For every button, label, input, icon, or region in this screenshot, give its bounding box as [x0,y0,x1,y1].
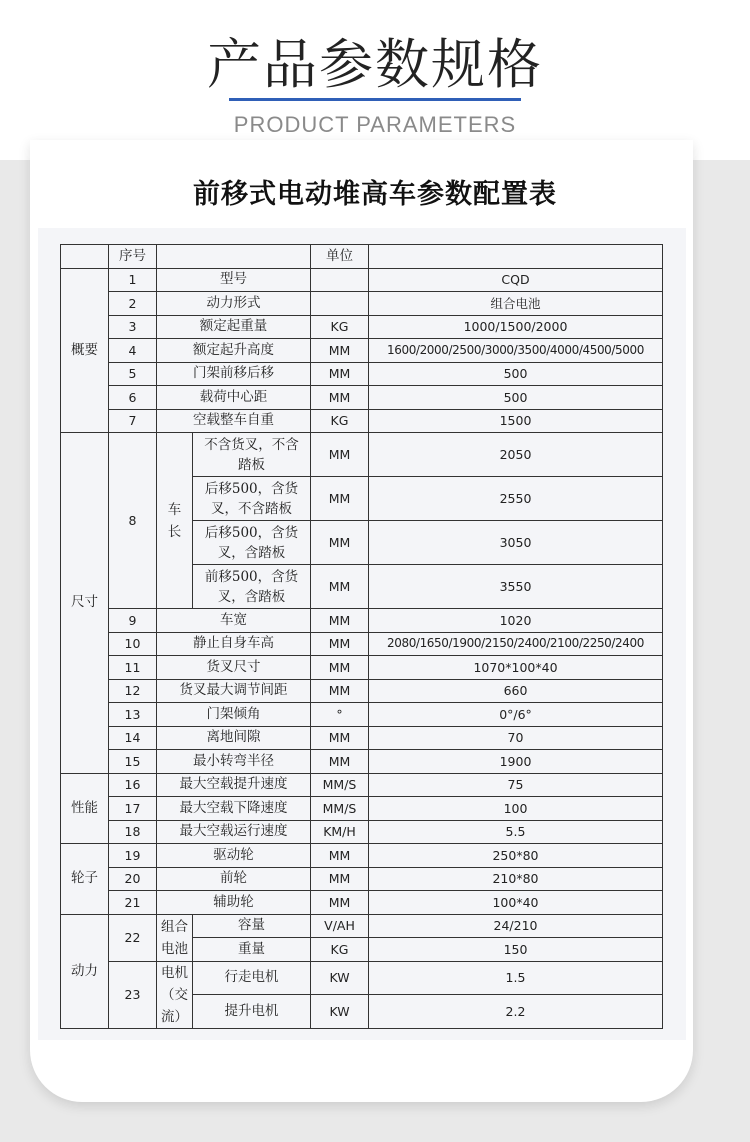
table-row: 提升电机 KW 2.2 [61,995,663,1029]
table-row: 轮子 19 驱动轮 MM 250*80 [61,844,663,868]
table-row: 重量 KG 150 [61,938,663,962]
table-row: 5 门架前移后移 MM 500 [61,362,663,386]
table-row: 后移500，含货叉，含踏板 MM 3050 [61,521,663,565]
table-row: 6 载荷中心距 MM 500 [61,386,663,410]
table-row: 11 货叉尺寸 MM 1070*100*40 [61,656,663,680]
table-row: 动力 22 组合电池 容量 V/AH 24/210 [61,914,663,938]
car-length-label: 车长 [157,433,193,609]
table-row: 尺寸 8 车长 不含货叉，不含踏板 MM 2050 [61,433,663,477]
table-row: 15 最小转弯半径 MM 1900 [61,750,663,774]
table-row: 10 静止自身车高 MM 2080/1650/1900/2150/2400/2100/2250/2400 [61,632,663,656]
group-wheels: 轮子 [61,844,109,915]
table-row: 性能 16 最大空载提升速度 MM/S 75 [61,773,663,797]
table-header-row [61,245,663,269]
table-row: 13 门架倾角 ° 0°/6° [61,703,663,727]
sub-item-name: 行走电机 [193,961,311,995]
group-overview: 概要 [61,268,109,433]
group-size: 尺寸 [61,433,109,774]
table-row: 17 最大空载下降速度 MM/S 100 [61,797,663,821]
card-top [30,140,693,165]
group-power: 动力 [61,914,109,1028]
page-title: 产品参数规格 [207,33,543,96]
table-row: 3 额定起重量 KG 1000/1500/2000 [61,315,663,339]
table-row: 7 空载整车自重 KG 1500 [61,409,663,433]
motor-label: 电机（交流） [157,961,193,1028]
group-performance: 性能 [61,773,109,844]
table-row: 18 最大空载运行速度 KM/H 5.5 [61,820,663,844]
table-row: 前移500，含货叉，含踏板 MM 3550 [61,565,663,609]
sub-item-name: 重量 [193,938,311,962]
sub-item-name: 容量 [193,914,311,938]
table-row: 9 车宽 MM 1020 [61,609,663,633]
sub-item-name: 提升电机 [193,995,311,1029]
table-row: 4 额定起升高度 MM 1600/2000/2500/3000/3500/4000/4500/5000 [61,339,663,363]
table-row: 概要 1 型号 CQD [61,268,663,292]
document-title: 前移式电动堆高车参数配置表 [193,179,557,210]
table-row: 12 货叉最大调节间距 MM 660 [61,679,663,703]
page-header [0,0,750,160]
table-row: 2 动力形式 组合电池 [61,292,663,316]
table-row: 14 离地间隙 MM 70 [61,726,663,750]
title-underline [229,98,521,101]
header-seq: 序号 [109,245,157,269]
table-row: 23 电机（交流） 行走电机 KW 1.5 [61,961,663,995]
page-subtitle: PRODUCT PARAMETERS [233,112,517,137]
table-row: 20 前轮 MM 210*80 [61,867,663,891]
table-row: 后移500，含货叉，不含踏板 MM 2550 [61,477,663,521]
spec-table [60,244,663,1029]
header-unit: 单位 [311,245,369,269]
battery-label: 组合电池 [157,914,193,961]
table-row: 21 辅助轮 MM 100*40 [61,891,663,915]
